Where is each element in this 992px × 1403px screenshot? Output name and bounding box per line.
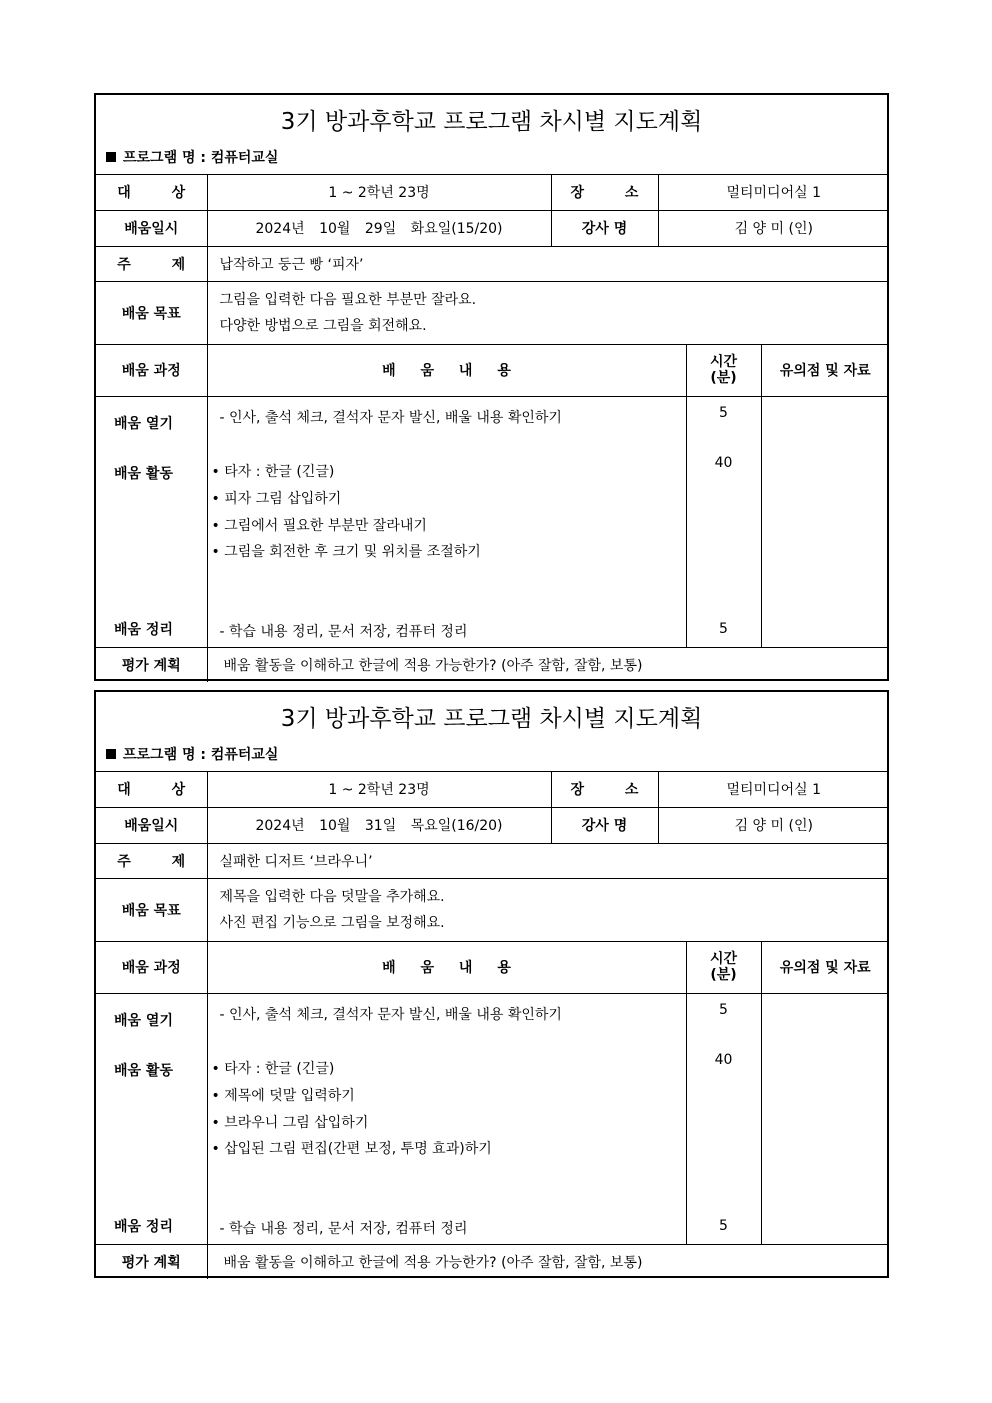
content-column <box>207 993 686 1244</box>
stage-open: 배움 열기 <box>114 1012 173 1029</box>
lesson-plan-1 <box>94 93 889 681</box>
eval-row <box>96 647 889 682</box>
plan-header <box>96 692 887 772</box>
content-column <box>207 396 686 647</box>
goal-item: 그림을 입력한 다음 필요한 부분만 잘라요. <box>219 291 477 308</box>
eval-value: 배움 활동을 이해하고 한글에 적용 가능한가? (아주 잘함, 잘함, 보통) <box>207 1244 889 1279</box>
target-row <box>96 175 889 210</box>
activity-item: • 제목에 덧말 입력하기 <box>211 1087 355 1104</box>
topic-row <box>96 246 889 281</box>
place-label: 장 소 <box>551 175 658 210</box>
goal-label: 배움 목표 <box>96 281 207 344</box>
target-label: 대 상 <box>96 175 207 210</box>
program-name-text: 프로그램 명 : 컴퓨터교실 <box>123 150 279 166</box>
activity-item: • 피자 그림 삽입하기 <box>211 490 342 507</box>
time-close: 5 <box>719 620 728 637</box>
time-open: 5 <box>719 1001 728 1018</box>
notes-header: 유의점 및 자료 <box>761 941 889 993</box>
goal-list <box>207 878 889 941</box>
topic-label: 주 제 <box>96 246 207 281</box>
open-content: - 인사, 출석 체크, 결석자 문자 발신, 배울 내용 확인하기 <box>219 1006 562 1023</box>
program-name-text: 프로그램 명 : 컴퓨터교실 <box>123 747 279 763</box>
date-value: 2024년 10월 29일 화요일(15/20) <box>207 210 551 246</box>
activity-item: • 삽입된 그림 편집(간편 보정, 투명 효과)하기 <box>211 1140 492 1157</box>
date-label: 배움일시 <box>96 210 207 246</box>
topic-label: 주 제 <box>96 843 207 878</box>
stage-activity: 배움 활동 <box>114 1062 173 1079</box>
lesson-plan-2 <box>94 690 889 1278</box>
target-value: 1 ~ 2학년 23명 <box>207 772 551 807</box>
stage-column <box>96 396 207 647</box>
goal-list <box>207 281 889 344</box>
target-value: 1 ~ 2학년 23명 <box>207 175 551 210</box>
place-value: 멀티미디어실 1 <box>658 772 889 807</box>
square-bullet-icon <box>106 749 116 759</box>
notes-column <box>761 993 889 1244</box>
activity-item: • 타자 : 한글 (긴글) <box>211 463 335 480</box>
date-label: 배움일시 <box>96 807 207 843</box>
time-activity: 40 <box>714 454 733 471</box>
activity-item: • 타자 : 한글 (긴글) <box>211 1060 335 1077</box>
time-header: 시간 (분) <box>686 941 761 993</box>
teacher-label: 강사 명 <box>551 807 658 843</box>
notes-column <box>761 396 889 647</box>
date-value: 2024년 10월 31일 목요일(16/20) <box>207 807 551 843</box>
process-body-row <box>96 396 889 647</box>
target-row <box>96 772 889 807</box>
teacher-value: 김 양 미 (인) <box>658 210 889 246</box>
topic-value: 실패한 디저트 ‘브라우니’ <box>207 843 889 878</box>
date-row <box>96 210 889 246</box>
plan-table <box>96 175 889 682</box>
time-activity: 40 <box>714 1051 733 1068</box>
square-bullet-icon <box>106 152 116 162</box>
program-name <box>106 744 278 764</box>
place-label: 장 소 <box>551 772 658 807</box>
process-header-row <box>96 344 889 396</box>
time-open: 5 <box>719 404 728 421</box>
teacher-value: 김 양 미 (인) <box>658 807 889 843</box>
stage-activity: 배움 활동 <box>114 465 173 482</box>
process-header: 배움 과정 <box>96 941 207 993</box>
content-header: 배 움 내 용 <box>207 941 686 993</box>
topic-row <box>96 843 889 878</box>
activity-item: • 그림에서 필요한 부분만 잘라내기 <box>211 517 427 534</box>
topic-value: 납작하고 둥근 빵 ‘피자’ <box>207 246 889 281</box>
time-header: 시간 (분) <box>686 344 761 396</box>
goal-item: 다양한 방법으로 그림을 회전해요. <box>219 317 427 334</box>
open-content: - 인사, 출석 체크, 결석자 문자 발신, 배울 내용 확인하기 <box>219 409 562 426</box>
eval-row <box>96 1244 889 1279</box>
program-name <box>106 147 278 167</box>
stage-close: 배움 정리 <box>114 1218 173 1235</box>
close-content: - 학습 내용 정리, 문서 저장, 컴퓨터 정리 <box>219 1220 468 1237</box>
target-label: 대 상 <box>96 772 207 807</box>
teacher-label: 강사 명 <box>551 210 658 246</box>
place-value: 멀티미디어실 1 <box>658 175 889 210</box>
eval-label: 평가 계획 <box>96 647 207 682</box>
plan-title: 3기 방과후학교 프로그램 차시별 지도계획 <box>280 109 703 135</box>
activity-item: • 브라우니 그림 삽입하기 <box>211 1114 369 1131</box>
content-header: 배 움 내 용 <box>207 344 686 396</box>
stage-open: 배움 열기 <box>114 415 173 432</box>
plan-table <box>96 772 889 1279</box>
goal-row <box>96 878 889 941</box>
time-close: 5 <box>719 1217 728 1234</box>
time-column <box>686 396 761 647</box>
process-header: 배움 과정 <box>96 344 207 396</box>
date-row <box>96 807 889 843</box>
activity-item: • 그림을 회전한 후 크기 및 위치를 조절하기 <box>211 543 481 560</box>
close-content: - 학습 내용 정리, 문서 저장, 컴퓨터 정리 <box>219 623 468 640</box>
eval-label: 평가 계획 <box>96 1244 207 1279</box>
process-header-row <box>96 941 889 993</box>
goal-item: 사진 편집 기능으로 그림을 보정해요. <box>219 914 445 931</box>
stage-close: 배움 정리 <box>114 621 173 638</box>
eval-value: 배움 활동을 이해하고 한글에 적용 가능한가? (아주 잘함, 잘함, 보통) <box>207 647 889 682</box>
process-body-row <box>96 993 889 1244</box>
time-column <box>686 993 761 1244</box>
stage-column <box>96 993 207 1244</box>
goal-label: 배움 목표 <box>96 878 207 941</box>
notes-header: 유의점 및 자료 <box>761 344 889 396</box>
plan-title: 3기 방과후학교 프로그램 차시별 지도계획 <box>280 706 703 732</box>
plan-header <box>96 95 887 175</box>
goal-item: 제목을 입력한 다음 덧말을 추가해요. <box>219 888 445 905</box>
goal-row <box>96 281 889 344</box>
